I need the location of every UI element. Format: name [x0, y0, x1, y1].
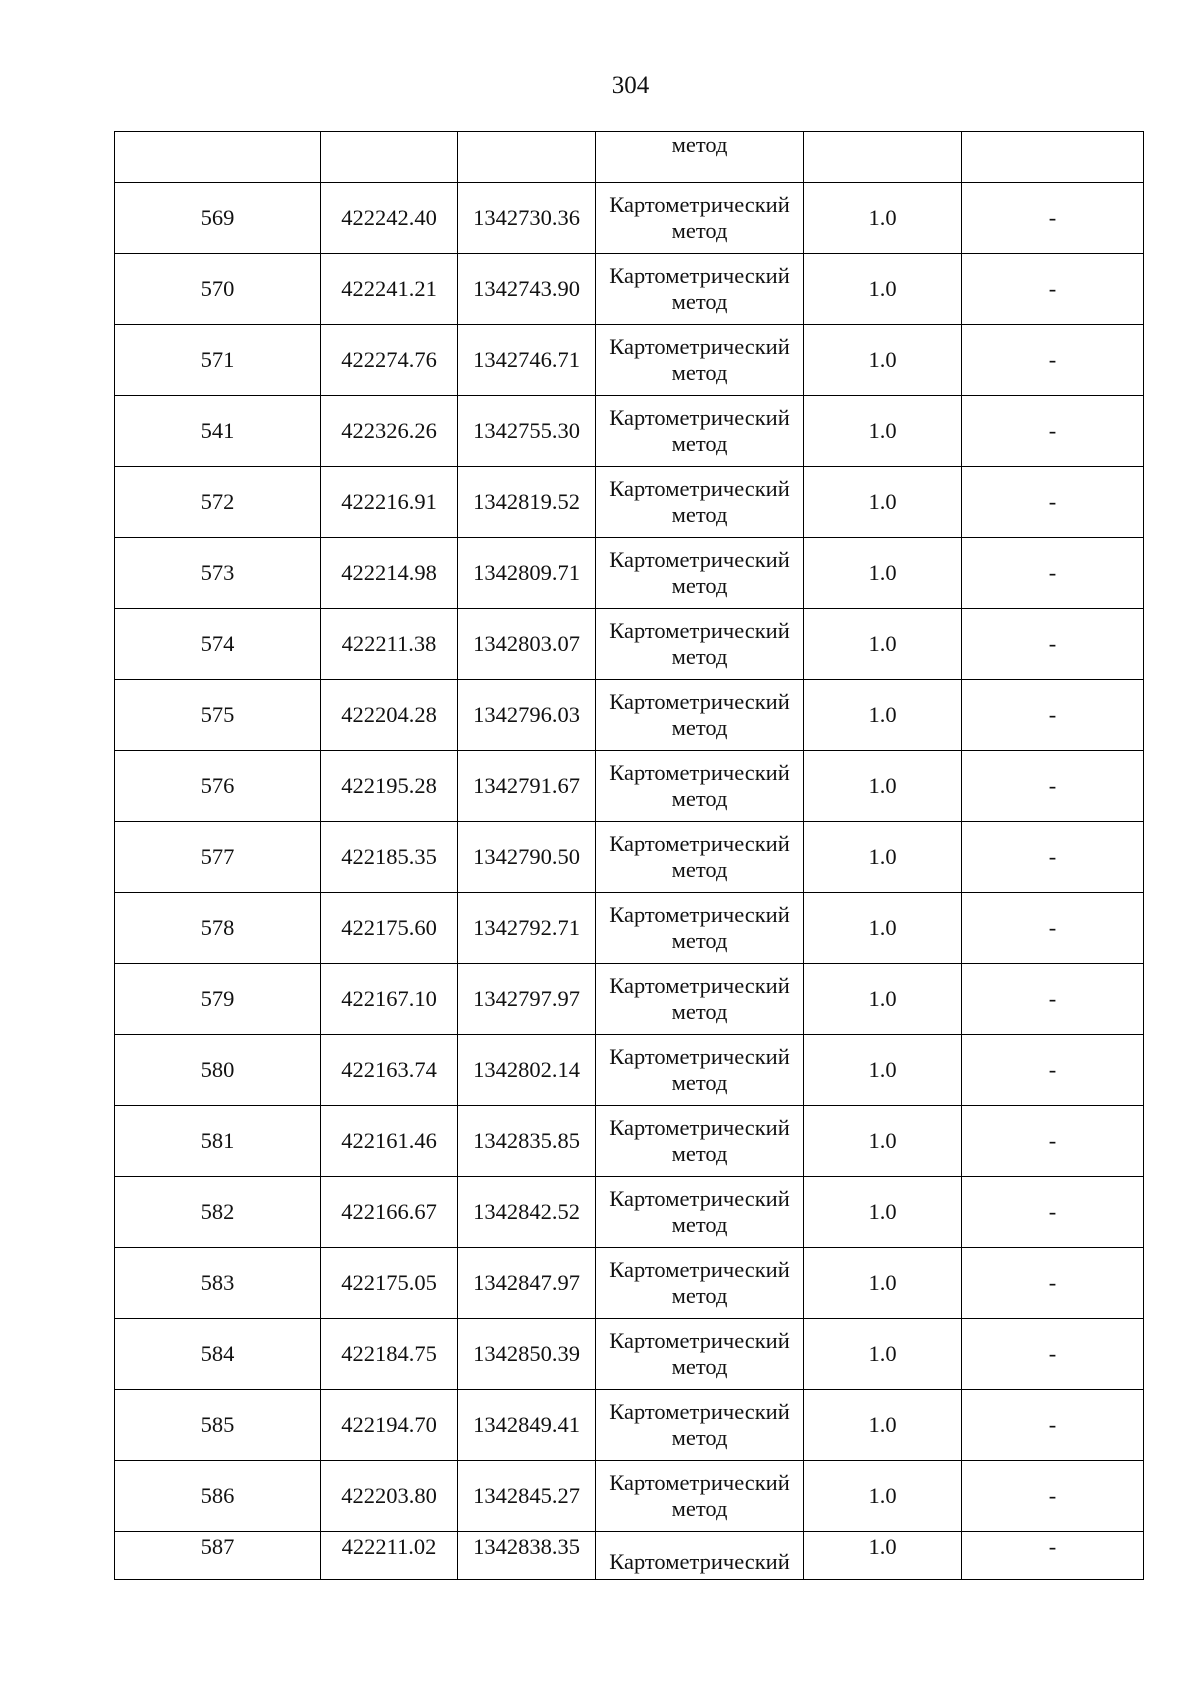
method-cell: [596, 467, 804, 538]
method-cell: [596, 964, 804, 1035]
table-row: [115, 396, 1144, 467]
y-coordinate-cell: 1342809.71: [458, 538, 596, 609]
table-row: [115, 1532, 1144, 1580]
note-cell: -: [962, 1461, 1144, 1532]
method-line-2: метод: [671, 644, 728, 669]
accuracy-cell: 1.0: [804, 538, 962, 609]
table-row: [115, 751, 1144, 822]
method-line-1: Картометрический: [609, 1044, 790, 1069]
y-coordinate-cell: 1342755.30: [458, 396, 596, 467]
accuracy-cell: 1.0: [804, 1319, 962, 1390]
method-cell: [596, 254, 804, 325]
method-line-1: Картометрический: [609, 973, 790, 998]
method-cell: [596, 1532, 804, 1580]
table-row: [115, 1177, 1144, 1248]
point-number-cell: 575: [115, 680, 321, 751]
table-row: [115, 467, 1144, 538]
table-row: [115, 964, 1144, 1035]
x-coordinate-cell: 422175.05: [321, 1248, 458, 1319]
accuracy-cell: 1.0: [804, 751, 962, 822]
x-coordinate-cell: 422326.26: [321, 396, 458, 467]
point-number-cell: 574: [115, 609, 321, 680]
note-cell: -: [962, 1248, 1144, 1319]
method-line-2: метод: [671, 502, 728, 527]
x-coordinate-cell: 422185.35: [321, 822, 458, 893]
table-cell: [321, 132, 458, 183]
y-coordinate-cell: 1342803.07: [458, 609, 596, 680]
accuracy-cell: 1.0: [804, 1390, 962, 1461]
y-coordinate-cell: 1342796.03: [458, 680, 596, 751]
note-cell: -: [962, 1177, 1144, 1248]
method-cell: [596, 1248, 804, 1319]
note-cell: -: [962, 1390, 1144, 1461]
y-coordinate-cell: 1342746.71: [458, 325, 596, 396]
y-coordinate-cell: 1342838.35: [458, 1532, 596, 1580]
note-cell: -: [962, 1319, 1144, 1390]
accuracy-cell: 1.0: [804, 396, 962, 467]
point-number-cell: 541: [115, 396, 321, 467]
point-number-cell: 573: [115, 538, 321, 609]
method-line-1: Картометрический: [609, 1186, 790, 1211]
accuracy-cell: 1.0: [804, 822, 962, 893]
method-cell: [596, 609, 804, 680]
coordinates-table: [114, 131, 1144, 1580]
note-cell: -: [962, 822, 1144, 893]
method-line-2: метод: [671, 1212, 728, 1237]
point-number-cell: 584: [115, 1319, 321, 1390]
method-cell: [596, 893, 804, 964]
method-line-2: метод: [671, 999, 728, 1024]
table-row: [115, 893, 1144, 964]
point-number-cell: 577: [115, 822, 321, 893]
method-line-1: Картометрический: [609, 1549, 790, 1574]
x-coordinate-cell: 422163.74: [321, 1035, 458, 1106]
table-cell: [962, 132, 1144, 183]
method-line-2: метод: [671, 1354, 728, 1379]
table-row: [115, 183, 1144, 254]
accuracy-cell: 1.0: [804, 325, 962, 396]
note-cell: -: [962, 893, 1144, 964]
x-coordinate-cell: 422274.76: [321, 325, 458, 396]
note-cell: -: [962, 1532, 1144, 1580]
y-coordinate-cell: 1342819.52: [458, 467, 596, 538]
point-number-cell: 587: [115, 1532, 321, 1580]
accuracy-cell: 1.0: [804, 1248, 962, 1319]
method-line-2: метод: [671, 928, 728, 953]
method-line-1: Картометрический: [609, 902, 790, 927]
table-row: [115, 254, 1144, 325]
table-row: [115, 1106, 1144, 1177]
method-cell: [596, 1390, 804, 1461]
y-coordinate-cell: 1342849.41: [458, 1390, 596, 1461]
point-number-cell: 579: [115, 964, 321, 1035]
point-number-cell: 571: [115, 325, 321, 396]
x-coordinate-cell: 422242.40: [321, 183, 458, 254]
x-coordinate-cell: 422175.60: [321, 893, 458, 964]
method-line-2: метод: [671, 1496, 728, 1521]
note-cell: -: [962, 751, 1144, 822]
method-line-1: Картометрический: [609, 831, 790, 856]
accuracy-cell: 1.0: [804, 183, 962, 254]
y-coordinate-cell: 1342790.50: [458, 822, 596, 893]
note-cell: -: [962, 325, 1144, 396]
table-cell: [115, 132, 321, 183]
point-number-cell: 576: [115, 751, 321, 822]
method-cell: [596, 1461, 804, 1532]
table-row: [115, 822, 1144, 893]
method-line-2: метод: [671, 1070, 728, 1095]
point-number-cell: 580: [115, 1035, 321, 1106]
table-row: [115, 325, 1144, 396]
x-coordinate-cell: 422211.38: [321, 609, 458, 680]
method-cell: [596, 680, 804, 751]
y-coordinate-cell: 1342730.36: [458, 183, 596, 254]
method-line-2: метод: [671, 786, 728, 811]
y-coordinate-cell: 1342835.85: [458, 1106, 596, 1177]
y-coordinate-cell: 1342743.90: [458, 254, 596, 325]
accuracy-cell: 1.0: [804, 964, 962, 1035]
method-line-2: метод: [671, 573, 728, 598]
note-cell: -: [962, 609, 1144, 680]
method-cell: [596, 751, 804, 822]
accuracy-cell: 1.0: [804, 467, 962, 538]
table-cell: [804, 132, 962, 183]
method-line-2: метод: [671, 431, 728, 456]
x-coordinate-cell: 422203.80: [321, 1461, 458, 1532]
method-line-1: Картометрический: [609, 1470, 790, 1495]
x-coordinate-cell: 422167.10: [321, 964, 458, 1035]
point-number-cell: 581: [115, 1106, 321, 1177]
table-row: [115, 1248, 1144, 1319]
x-coordinate-cell: 422194.70: [321, 1390, 458, 1461]
y-coordinate-cell: 1342802.14: [458, 1035, 596, 1106]
x-coordinate-cell: 422241.21: [321, 254, 458, 325]
point-number-cell: 572: [115, 467, 321, 538]
accuracy-cell: 1.0: [804, 1106, 962, 1177]
table-row: [115, 680, 1144, 751]
method-line-1: Картометрический: [609, 618, 790, 643]
method-line-1: Картометрический: [609, 760, 790, 785]
x-coordinate-cell: 422161.46: [321, 1106, 458, 1177]
table-row: [115, 1319, 1144, 1390]
x-coordinate-cell: 422184.75: [321, 1319, 458, 1390]
accuracy-cell: 1.0: [804, 609, 962, 680]
method-cell: [596, 1106, 804, 1177]
table-row: [115, 1390, 1144, 1461]
method-line-2: метод: [671, 715, 728, 740]
method-cell: [596, 1319, 804, 1390]
method-line-1: Картометрический: [609, 263, 790, 288]
method-cell: [596, 822, 804, 893]
method-line-1: Картометрический: [609, 1328, 790, 1353]
accuracy-cell: 1.0: [804, 1461, 962, 1532]
method-cell: [596, 1035, 804, 1106]
point-number-cell: 586: [115, 1461, 321, 1532]
method-line-2: метод: [671, 360, 728, 385]
method-line-1: Картометрический: [609, 1399, 790, 1424]
table-cell: [458, 132, 596, 183]
note-cell: -: [962, 1035, 1144, 1106]
method-line-2: метод: [671, 218, 728, 243]
method-line-2: метод: [671, 1283, 728, 1308]
method-cell: [596, 538, 804, 609]
x-coordinate-cell: 422211.02: [321, 1532, 458, 1580]
method-line-1: Картометрический: [609, 1257, 790, 1282]
table-row: [115, 609, 1144, 680]
method-line-1: Картометрический: [609, 192, 790, 217]
method-cell: [596, 396, 804, 467]
point-number-cell: 585: [115, 1390, 321, 1461]
x-coordinate-cell: 422166.67: [321, 1177, 458, 1248]
table-row: [115, 538, 1144, 609]
method-line-2: метод: [671, 1425, 728, 1450]
note-cell: -: [962, 1106, 1144, 1177]
method-cell: метод: [596, 132, 804, 183]
method-line-1: Картометрический: [609, 405, 790, 430]
method-line-1: Картометрический: [609, 334, 790, 359]
method-line-1: Картометрический: [609, 547, 790, 572]
method-line-1: Картометрический: [609, 476, 790, 501]
table-row: [115, 1035, 1144, 1106]
note-cell: -: [962, 538, 1144, 609]
note-cell: -: [962, 680, 1144, 751]
method-line-1: Картометрический: [609, 1115, 790, 1140]
x-coordinate-cell: 422216.91: [321, 467, 458, 538]
method-line-2: метод: [671, 1141, 728, 1166]
point-number-cell: 569: [115, 183, 321, 254]
accuracy-cell: 1.0: [804, 1532, 962, 1580]
method-cell: [596, 183, 804, 254]
page-number: 304: [611, 72, 650, 99]
point-number-cell: 570: [115, 254, 321, 325]
accuracy-cell: 1.0: [804, 254, 962, 325]
note-cell: -: [962, 467, 1144, 538]
accuracy-cell: 1.0: [804, 893, 962, 964]
note-cell: -: [962, 396, 1144, 467]
point-number-cell: 582: [115, 1177, 321, 1248]
y-coordinate-cell: 1342797.97: [458, 964, 596, 1035]
method-cell: [596, 1177, 804, 1248]
accuracy-cell: 1.0: [804, 1035, 962, 1106]
method-line-2: метод: [671, 289, 728, 314]
accuracy-cell: 1.0: [804, 680, 962, 751]
y-coordinate-cell: 1342842.52: [458, 1177, 596, 1248]
y-coordinate-cell: 1342792.71: [458, 893, 596, 964]
y-coordinate-cell: 1342845.27: [458, 1461, 596, 1532]
table-continuation-row: [115, 132, 1144, 183]
y-coordinate-cell: 1342791.67: [458, 751, 596, 822]
method-cell: [596, 325, 804, 396]
note-cell: -: [962, 964, 1144, 1035]
note-cell: -: [962, 183, 1144, 254]
accuracy-cell: 1.0: [804, 1177, 962, 1248]
y-coordinate-cell: 1342847.97: [458, 1248, 596, 1319]
table-row: [115, 1461, 1144, 1532]
x-coordinate-cell: 422204.28: [321, 680, 458, 751]
x-coordinate-cell: 422214.98: [321, 538, 458, 609]
note-cell: -: [962, 254, 1144, 325]
method-line-1: Картометрический: [609, 689, 790, 714]
point-number-cell: 583: [115, 1248, 321, 1319]
point-number-cell: 578: [115, 893, 321, 964]
method-line-2: метод: [671, 857, 728, 882]
x-coordinate-cell: 422195.28: [321, 751, 458, 822]
y-coordinate-cell: 1342850.39: [458, 1319, 596, 1390]
